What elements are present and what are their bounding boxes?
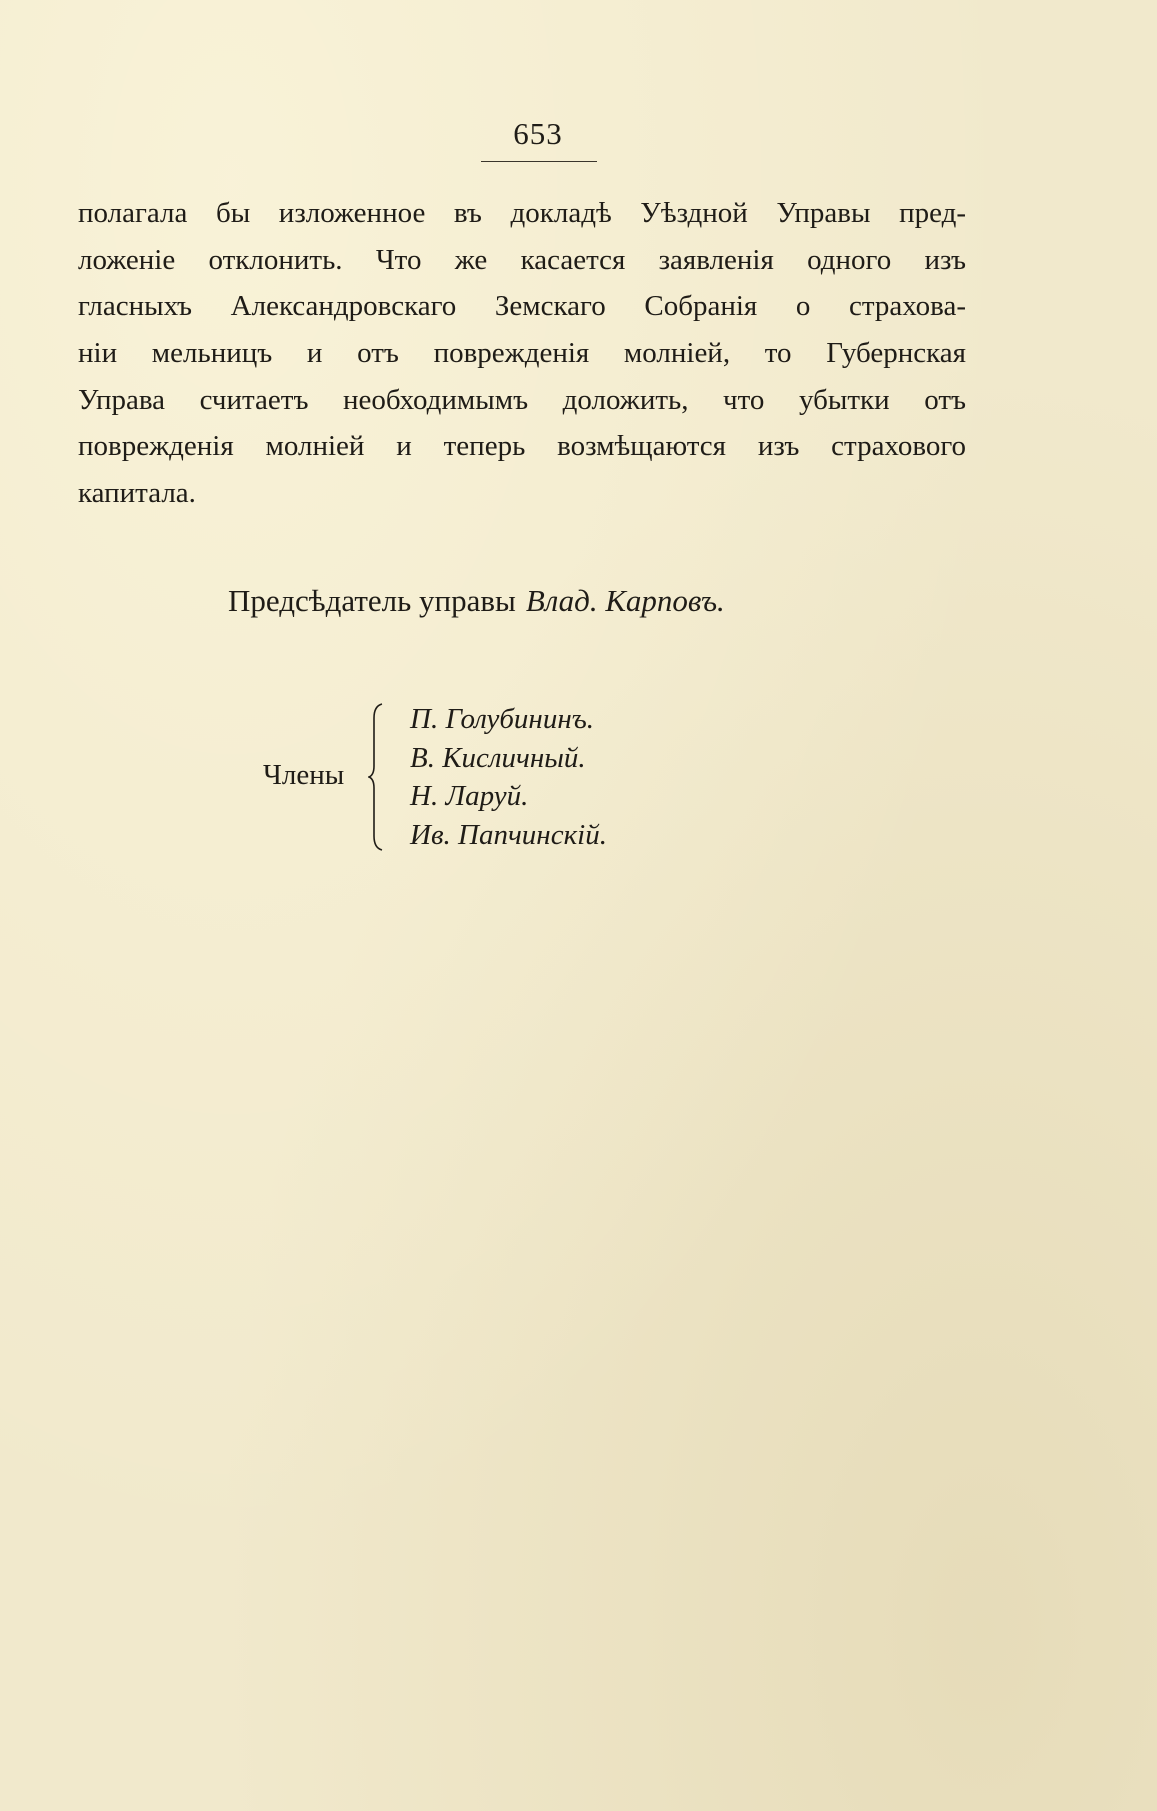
members-brace [368,702,388,852]
body-line: полагала бы изложенное въ докладѣ Уѣздной Управы пред- [78,197,966,229]
member-name: Ив. Папчинскій. [410,818,607,851]
body-line: ніи мельницъ и отъ поврежденія молніей, то Губернская [78,337,966,370]
members-label: Члены [263,759,345,791]
body-line: поврежденія молніей и теперь возмѣщаются изъ страхового [78,430,966,463]
page-number-rule [481,161,597,162]
members-list [410,700,607,854]
chairman-signature: Влад. Карповъ. [525,583,725,618]
chairman-title: Предсѣдатель управы [228,583,516,618]
body-line: Управа считаетъ необходимымъ доложить, что убытки отъ [78,383,966,416]
body-paragraph [78,190,966,517]
body-line: гласныхъ Александровскаго Земскаго Собранія о страхова- [78,290,966,323]
chairman-signature-line [228,583,725,619]
member-name: П. Голубининъ. [410,703,595,735]
body-line: ложеніе отклонить. Что же касается заявленія одного изъ [78,243,966,276]
page-number: 653 [513,116,563,151]
member-name: Н. Ларуй. [410,780,529,812]
member-name: В. Кисличный. [410,741,586,774]
body-line: капитала. [78,477,196,510]
